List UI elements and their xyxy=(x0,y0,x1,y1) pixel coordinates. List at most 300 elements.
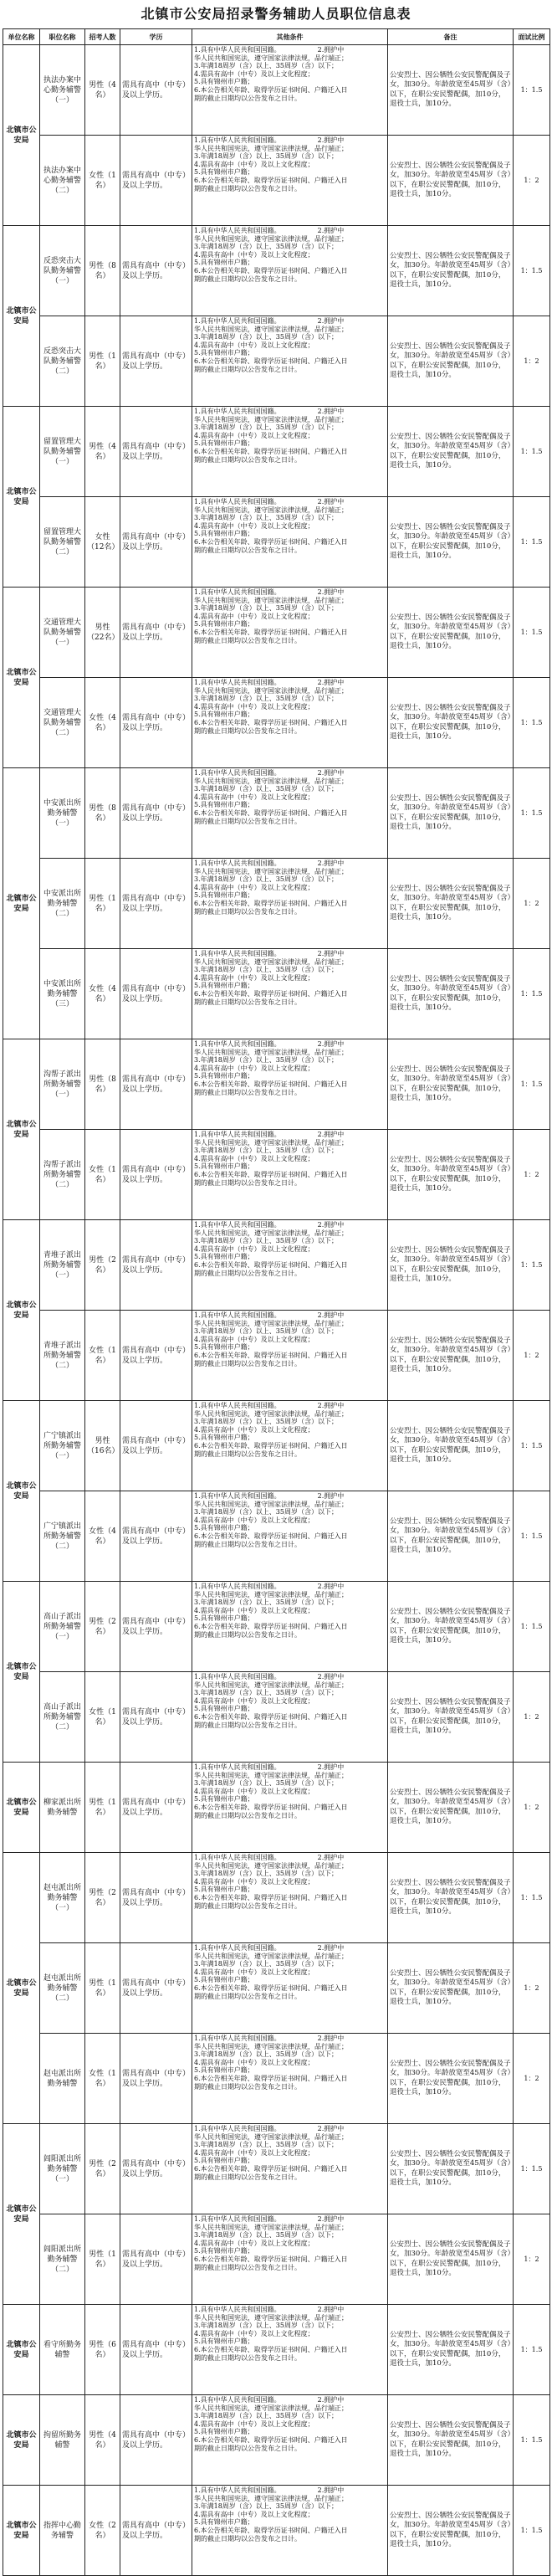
notes-cell: 公安烈士、因公牺牲公安民警配偶及子女，加30分。年龄放宽至45周岁（含）以下，在职公安民警配偶，加10分，退役士兵，加10分。 xyxy=(388,497,514,588)
condition-line: 3.年满18周岁（含）以上、35周岁（含）以下； xyxy=(194,62,338,70)
condition-line: 5.具有锦州市户籍； xyxy=(194,1343,254,1352)
condition-line: 6.本公告相关年龄、取得学历证书时间、户籍迁入日 xyxy=(194,1170,348,1178)
condition-line: 华人民共和国宪法，遵守国家法律法规，品行端正； xyxy=(194,686,348,695)
condition-line: 1.具有中华人民共和国国籍。 2.拥护中 xyxy=(194,2306,345,2313)
condition-line: 4.需具有高中（中专）及以上文化程度； xyxy=(194,2510,314,2518)
header-unit: 单位名称 xyxy=(3,29,40,45)
ratio-cell: 1：1.5 xyxy=(514,45,550,136)
count-cell: 女性（1名） xyxy=(85,1130,120,1220)
condition-line: 3.年满18周岁（含）以上、35周岁（含）以下； xyxy=(194,2412,338,2420)
condition-line: 4.需具有高中（中专）及以上文化程度； xyxy=(194,1787,314,1795)
table-row xyxy=(3,949,550,1039)
conditions-cell xyxy=(192,136,388,226)
position-table xyxy=(3,28,550,2576)
condition-line: 1.具有中华人民共和国国籍。 2.拥护中 xyxy=(194,46,345,54)
condition-line: 1.具有中华人民共和国国籍。 2.拥护中 xyxy=(194,2035,345,2042)
condition-line: 6.本公告相关年龄、取得学历证书时间、户籍迁入日 xyxy=(194,2345,348,2353)
condition-line: 6.本公告相关年龄、取得学历证书时间、户籍迁入日 xyxy=(194,2526,348,2534)
ratio-cell: 1：1.5 xyxy=(514,1401,550,1491)
education-cell: 需具有高中（中专）及以上学历。 xyxy=(120,1672,192,1763)
conditions-cell xyxy=(192,2034,388,2124)
notes-cell: 公安烈士、因公牺牲公安民警配偶及子女，加30分。年龄放宽至45周岁（含）以下，在职公安民警配偶，加10分，退役士兵，加10分。 xyxy=(388,316,514,407)
conditions-cell xyxy=(192,1130,388,1220)
notes-cell: 公安烈士、因公牺牲公安民警配偶及子女，加30分。年龄放宽至45周岁（含）以下，在职公安民警配偶，加10分，退役士兵，加10分。 xyxy=(388,2305,514,2395)
ratio-cell: 1：1.5 xyxy=(514,2395,550,2486)
condition-line: 华人民共和国宪法，遵守国家法律法规，品行端正； xyxy=(194,1952,348,1960)
position-cell: 青堆子派出所勤务辅警（一） xyxy=(40,1220,85,1311)
table-row xyxy=(3,678,550,768)
conditions-cell xyxy=(192,226,388,316)
education-cell: 需具有高中（中专）及以上学历。 xyxy=(120,1943,192,2034)
condition-line: 6.本公告相关年龄、取得学历证书时间、户籍迁入日 xyxy=(194,899,348,907)
condition-line: 4.需具有高中（中专）及以上文化程度； xyxy=(194,431,314,439)
notes-cell: 公安烈士、因公牺牲公安民警配偶及子女，加30分。年龄放宽至45周岁（含）以下，在职公安民警配偶，加10分，退役士兵，加10分。 xyxy=(388,1220,514,1311)
condition-line: 6.本公告相关年龄、取得学历证书时间、户籍迁入日 xyxy=(194,537,348,546)
condition-line: 5.具有锦州市户籍； xyxy=(194,349,254,357)
count-cell: 男性（8名） xyxy=(85,226,120,316)
condition-line: 3.年满18周岁（含）以上、35周岁（含）以下； xyxy=(194,1327,338,1336)
header-position: 职位名称 xyxy=(40,29,85,45)
condition-line: 1.具有中华人民共和国国籍。 2.拥护中 xyxy=(194,1944,345,1952)
condition-line: 6.本公告相关年龄、取得学历证书时间、户籍迁入日 xyxy=(194,1622,348,1630)
education-cell: 需具有高中（中专）及以上学历。 xyxy=(120,1130,192,1220)
ratio-cell: 1：2 xyxy=(514,859,550,949)
condition-line: 期的截止日期均以公告发布之日计。 xyxy=(194,2353,301,2362)
unit-cell: 北镇市公安局 xyxy=(3,226,40,407)
table-row xyxy=(3,1491,550,1582)
ratio-cell: 1：1.5 xyxy=(514,1582,550,1672)
unit-cell: 北镇市公安局 xyxy=(3,1582,40,1763)
condition-line: 6.本公告相关年龄、取得学历证书时间、户籍迁入日 xyxy=(194,1532,348,1540)
table-row xyxy=(3,859,550,949)
condition-line: 1.具有中华人民共和国国籍。 2.拥护中 xyxy=(194,227,345,234)
notes-cell: 公安烈士、因公牺牲公安民警配偶及子女，加30分。年龄放宽至45周岁（含）以下，在职公安民警配偶，加10分，退役士兵，加10分。 xyxy=(388,1853,514,1943)
condition-line: 5.具有锦州市户籍； xyxy=(194,1705,254,1713)
ratio-cell: 1：2 xyxy=(514,2214,550,2305)
condition-line: 期的截止日期均以公告发布之日计。 xyxy=(194,184,301,192)
count-cell: 男性（2名） xyxy=(85,1220,120,1311)
education-cell: 需具有高中（中专）及以上学历。 xyxy=(120,1401,192,1491)
table-header xyxy=(3,29,550,45)
condition-line: 期的截止日期均以公告发布之日计。 xyxy=(194,1540,301,1548)
condition-line: 期的截止日期均以公告发布之日计。 xyxy=(194,2082,301,2091)
notes-cell: 公安烈士、因公牺牲公安民警配偶及子女，加30分。年龄放宽至45周岁（含）以下，在职公安民警配偶，加10分，退役士兵，加10分。 xyxy=(388,2124,514,2214)
condition-line: 4.需具有高中（中专）及以上文化程度； xyxy=(194,1064,314,1072)
condition-line: 5.具有锦州市户籍； xyxy=(194,168,254,177)
condition-line: 3.年满18周岁（含）以上、35周岁（含）以下； xyxy=(194,604,338,613)
unit-cell: 北镇市公安局 xyxy=(3,1853,40,2124)
condition-line: 4.需具有高中（中专）及以上文化程度； xyxy=(194,973,314,982)
table-row xyxy=(3,2395,550,2486)
position-cell: 高山子派出所勤务辅警（一） xyxy=(40,1582,85,1672)
position-cell: 赵屯派出所勤务辅警（一） xyxy=(40,1853,85,1943)
ratio-cell: 1：2 xyxy=(514,316,550,407)
count-cell: 女性（1名） xyxy=(85,2034,120,2124)
education-cell: 需具有高中（中专）及以上学历。 xyxy=(120,1853,192,1943)
condition-line: 3.年满18周岁（含）以上、35周岁（含）以下； xyxy=(194,1779,338,1788)
condition-line: 5.具有锦州市户籍； xyxy=(194,1976,254,1984)
condition-line: 1.具有中华人民共和国国籍。 2.拥护中 xyxy=(194,136,345,144)
notes-cell: 公安烈士、因公牺牲公安民警配偶及子女，加30分。年龄放宽至45周岁（含）以下，在职公安民警配偶，加10分，退役士兵，加10分。 xyxy=(388,1582,514,1672)
notes-cell: 公安烈士、因公牺牲公安民警配偶及子女，加30分。年龄放宽至45周岁（含）以下，在职公安民警配偶，加10分，退役士兵，加10分。 xyxy=(388,859,514,949)
condition-line: 期的截止日期均以公告发布之日计。 xyxy=(194,94,301,102)
count-cell: 女性（12名） xyxy=(85,497,120,588)
condition-line: 1.具有中华人民共和国国籍。 2.拥护中 xyxy=(194,950,345,957)
position-cell: 中安派出所勤务辅警（一） xyxy=(40,768,85,859)
count-cell: 男性（4名） xyxy=(85,2395,120,2486)
count-cell: 男性（1名） xyxy=(85,316,120,407)
conditions-cell xyxy=(192,407,388,497)
condition-line: 4.需具有高中（中专）及以上文化程度； xyxy=(194,2148,314,2157)
condition-line: 1.具有中华人民共和国国籍。 2.拥护中 xyxy=(194,1583,345,1590)
position-cell: 执法办案中心勤务辅警（二） xyxy=(40,136,85,226)
condition-line: 华人民共和国宪法，遵守国家法律法规，品行端正； xyxy=(194,2313,348,2322)
count-cell: 男性（2名） xyxy=(85,2124,120,2214)
ratio-cell: 1：1.5 xyxy=(514,1491,550,1582)
table-row xyxy=(3,588,550,678)
condition-line: 1.具有中华人民共和国国籍。 2.拥护中 xyxy=(194,2125,345,2132)
condition-line: 5.具有锦州市户籍； xyxy=(194,891,254,900)
unit-cell: 北镇市公安局 xyxy=(3,1401,40,1582)
condition-line: 3.年满18周岁（含）以上、35周岁（含）以下； xyxy=(194,966,338,974)
notes-cell: 公安烈士、因公牺牲公安民警配偶及子女，加30分。年龄放宽至45周岁（含）以下，在职公安民警配偶，加10分，退役士兵，加10分。 xyxy=(388,768,514,859)
condition-line: 4.需具有高中（中专）及以上文化程度； xyxy=(194,1154,314,1162)
count-cell: 男性（16名） xyxy=(85,1401,120,1491)
table-row xyxy=(3,407,550,497)
condition-line: 1.具有中华人民共和国国籍。 2.拥护中 xyxy=(194,1040,345,1048)
education-cell: 需具有高中（中专）及以上学历。 xyxy=(120,407,192,497)
condition-line: 4.需具有高中（中专）及以上文化程度； xyxy=(194,2239,314,2247)
condition-line: 1.具有中华人民共和国国籍。 2.拥护中 xyxy=(194,2486,345,2494)
conditions-cell xyxy=(192,1220,388,1311)
condition-line: 6.本公告相关年龄、取得学历证书时间、户籍迁入日 xyxy=(194,2255,348,2263)
condition-line: 期的截止日期均以公告发布之日计。 xyxy=(194,1088,301,1096)
education-cell: 需具有高中（中专）及以上学历。 xyxy=(120,949,192,1039)
position-cell: 中安派出所勤务辅警（三） xyxy=(40,949,85,1039)
position-cell: 交通管理大队勤务辅警（一） xyxy=(40,588,85,678)
count-cell: 男性（1名） xyxy=(85,1943,120,2034)
condition-line: 6.本公告相关年龄、取得学历证书时间、户籍迁入日 xyxy=(194,1080,348,1088)
condition-line: 4.需具有高中（中专）及以上文化程度； xyxy=(194,1968,314,1976)
conditions-cell xyxy=(192,678,388,768)
condition-line: 期的截止日期均以公告发布之日计。 xyxy=(194,1450,301,1458)
condition-line: 华人民共和国宪法，遵守国家法律法规，品行端正； xyxy=(194,1409,348,1418)
condition-line: 4.需具有高中（中专）及以上文化程度； xyxy=(194,612,314,620)
condition-line: 4.需具有高中（中专）及以上文化程度； xyxy=(194,2419,314,2428)
condition-line: 1.具有中华人民共和国国籍。 2.拥护中 xyxy=(194,860,345,867)
ratio-cell: 1：1.5 xyxy=(514,226,550,316)
conditions-cell xyxy=(192,316,388,407)
condition-line: 5.具有锦州市户籍； xyxy=(194,1886,254,1894)
position-cell: 广宁镇派出所勤务辅警（二） xyxy=(40,1491,85,1582)
condition-line: 期的截止日期均以公告发布之日计。 xyxy=(194,636,301,644)
education-cell: 需具有高中（中专）及以上学历。 xyxy=(120,1491,192,1582)
table-row xyxy=(3,497,550,588)
ratio-cell: 1：1.5 xyxy=(514,1853,550,1943)
ratio-cell: 1：1.5 xyxy=(514,2305,550,2395)
condition-line: 1.具有中华人民共和国国籍。 2.拥护中 xyxy=(194,1854,345,1861)
position-cell: 拘留所勤务辅警 xyxy=(40,2395,85,2486)
condition-line: 4.需具有高中（中专）及以上文化程度； xyxy=(194,1425,314,1434)
education-cell: 需具有高中（中专）及以上学历。 xyxy=(120,768,192,859)
condition-line: 3.年满18周岁（含）以上、35周岁（含）以下； xyxy=(194,1870,338,1878)
education-cell: 需具有高中（中专）及以上学历。 xyxy=(120,1220,192,1311)
condition-line: 3.年满18周岁（含）以上、35周岁（含）以下； xyxy=(194,2050,338,2059)
ratio-cell: 1：1.5 xyxy=(514,407,550,497)
condition-line: 1.具有中华人民共和国国籍。 2.拥护中 xyxy=(194,2215,345,2223)
education-cell: 需具有高中（中专）及以上学历。 xyxy=(120,588,192,678)
condition-line: 3.年满18周岁（含）以上、35周岁（含）以下； xyxy=(194,1147,338,1155)
condition-line: 华人民共和国宪法，遵守国家法律法规，品行端正； xyxy=(194,777,348,785)
conditions-cell xyxy=(192,859,388,949)
position-cell: 柳家派出所勤务辅警 xyxy=(40,1763,85,1853)
table-row xyxy=(3,2214,550,2305)
condition-line: 期的截止日期均以公告发布之日计。 xyxy=(194,2263,301,2271)
position-cell: 广宁镇派出所勤务辅警（一） xyxy=(40,1401,85,1491)
count-cell: 男性（8名） xyxy=(85,1039,120,1130)
condition-line: 3.年满18周岁（含）以上、35周岁（含）以下； xyxy=(194,514,338,522)
ratio-cell: 1：1.5 xyxy=(514,588,550,678)
notes-cell: 公安烈士、因公牺牲公安民警配偶及子女，加30分。年龄放宽至45周岁（含）以下，在职公安民警配偶，加10分，退役士兵，加10分。 xyxy=(388,1672,514,1763)
condition-line: 期的截止日期均以公告发布之日计。 xyxy=(194,998,301,1006)
condition-line: 5.具有锦州市户籍； xyxy=(194,2518,254,2527)
condition-line: 5.具有锦州市户籍； xyxy=(194,2066,254,2075)
header-education: 学历 xyxy=(120,29,192,45)
count-cell: 男性（2名） xyxy=(85,1853,120,1943)
condition-line: 期的截止日期均以公告发布之日计。 xyxy=(194,1178,301,1187)
count-cell: 女性（4名） xyxy=(85,1491,120,1582)
notes-cell: 公安烈士、因公牺牲公安民警配偶及子女，加30分。年龄放宽至45周岁（含）以下，在职公安民警配偶，加10分，退役士兵，加10分。 xyxy=(388,45,514,136)
education-cell: 需具有高中（中专）及以上学历。 xyxy=(120,2214,192,2305)
condition-line: 3.年满18周岁（含）以上、35周岁（含）以下； xyxy=(194,1056,338,1065)
ratio-cell: 1：2 xyxy=(514,136,550,226)
condition-line: 5.具有锦州市户籍； xyxy=(194,2157,254,2165)
condition-line: 华人民共和国宪法，遵守国家法律法规，品行端正； xyxy=(194,234,348,243)
education-cell: 需具有高中（中专）及以上学历。 xyxy=(120,45,192,136)
condition-line: 3.年满18周岁（含）以上、35周岁（含）以下； xyxy=(194,1598,338,1607)
condition-line: 5.具有锦州市户籍； xyxy=(194,259,254,267)
position-cell: 赵屯派出所勤务辅警（二） xyxy=(40,1943,85,2034)
unit-cell: 北镇市公安局 xyxy=(3,2305,40,2395)
condition-line: 5.具有锦州市户籍； xyxy=(194,2337,254,2346)
notes-cell: 公安烈士、因公牺牲公安民警配偶及子女，加30分。年龄放宽至45周岁（含）以下，在职公安民警配偶，加10分，退役士兵，加10分。 xyxy=(388,2395,514,2486)
condition-line: 期的截止日期均以公告发布之日计。 xyxy=(194,1992,301,2000)
conditions-cell xyxy=(192,1401,388,1491)
condition-line: 华人民共和国宪法，遵守国家法律法规，品行端正； xyxy=(194,2494,348,2502)
condition-line: 5.具有锦州市户籍； xyxy=(194,1524,254,1532)
condition-line: 6.本公告相关年龄、取得学历证书时间、户籍迁入日 xyxy=(194,1260,348,1269)
conditions-cell xyxy=(192,45,388,136)
condition-line: 5.具有锦州市户籍； xyxy=(194,78,254,86)
condition-line: 1.具有中华人民共和国国籍。 2.拥护中 xyxy=(194,1402,345,1409)
unit-cell: 北镇市公安局 xyxy=(3,45,40,226)
count-cell: 女性（2名） xyxy=(85,2486,120,2576)
ratio-cell: 1：1.5 xyxy=(514,678,550,768)
condition-line: 5.具有锦州市户籍； xyxy=(194,620,254,629)
position-cell: 看守所勤务辅警 xyxy=(40,2305,85,2395)
count-cell: 男性（1名） xyxy=(85,2214,120,2305)
condition-line: 5.具有锦州市户籍； xyxy=(194,1614,254,1623)
condition-line: 4.需具有高中（中专）及以上文化程度； xyxy=(194,160,314,168)
notes-cell: 公安烈士、因公牺牲公安民警配偶及子女，加30分。年龄放宽至45周岁（含）以下，在职公安民警配偶，加10分，退役士兵，加10分。 xyxy=(388,949,514,1039)
condition-line: 3.年满18周岁（含）以上、35周岁（含）以下； xyxy=(194,875,338,884)
condition-line: 4.需具有高中（中专）及以上文化程度； xyxy=(194,1877,314,1886)
condition-line: 3.年满18周岁（含）以上、35周岁（含）以下； xyxy=(194,2141,338,2149)
education-cell: 需具有高中（中专）及以上学历。 xyxy=(120,316,192,407)
condition-line: 4.需具有高中（中专）及以上文化程度； xyxy=(194,1606,314,1614)
ratio-cell: 1：2 xyxy=(514,1763,550,1853)
condition-line: 3.年满18周岁（含）以上、35周岁（含）以下； xyxy=(194,423,338,432)
conditions-cell xyxy=(192,1311,388,1401)
condition-line: 3.年满18周岁（含）以上、35周岁（含）以下； xyxy=(194,1508,338,1516)
table-row xyxy=(3,1672,550,1763)
ratio-cell: 1：1.5 xyxy=(514,1039,550,1130)
count-cell: 男性（4名） xyxy=(85,407,120,497)
page-title: 北镇市公安局招录警务辅助人员职位信息表 xyxy=(141,6,411,22)
condition-line: 6.本公告相关年龄、取得学历证书时间、户籍迁入日 xyxy=(194,1441,348,1450)
unit-cell: 北镇市公安局 xyxy=(3,768,40,1039)
condition-line: 1.具有中华人民共和国国籍。 2.拥护中 xyxy=(194,1221,345,1229)
table-row xyxy=(3,2305,550,2395)
education-cell: 需具有高中（中专）及以上学历。 xyxy=(120,497,192,588)
table-row xyxy=(3,1311,550,1401)
table-row xyxy=(3,226,550,316)
count-cell: 女性（1名） xyxy=(85,1311,120,1401)
position-cell: 赵屯派出所勤务辅警 xyxy=(40,2034,85,2124)
condition-line: 期的截止日期均以公告发布之日计。 xyxy=(194,365,301,373)
table-row xyxy=(3,1943,550,2034)
condition-line: 1.具有中华人民共和国国籍。 2.拥护中 xyxy=(194,317,345,325)
condition-line: 3.年满18周岁（含）以上、35周岁（含）以下； xyxy=(194,1237,338,1245)
ratio-cell: 1：2 xyxy=(514,2034,550,2124)
condition-line: 6.本公告相关年龄、取得学历证书时间、户籍迁入日 xyxy=(194,808,348,817)
education-cell: 需具有高中（中专）及以上学历。 xyxy=(120,859,192,949)
condition-line: 华人民共和国宪法，遵守国家法律法规，品行端正； xyxy=(194,2404,348,2412)
conditions-cell xyxy=(192,949,388,1039)
education-cell: 需具有高中（中专）及以上学历。 xyxy=(120,2034,192,2124)
count-cell: 女性（4名） xyxy=(85,949,120,1039)
ratio-cell: 1：1.5 xyxy=(514,949,550,1039)
header-conditions: 其他条件 xyxy=(192,29,388,45)
table-row xyxy=(3,1039,550,1130)
condition-line: 5.具有锦州市户籍； xyxy=(194,1162,254,1171)
condition-line: 3.年满18周岁（含）以上、35周岁（含）以下； xyxy=(194,333,338,341)
condition-line: 期的截止日期均以公告发布之日计。 xyxy=(194,455,301,464)
condition-line: 4.需具有高中（中专）及以上文化程度； xyxy=(194,521,314,530)
header-count: 招考人数 xyxy=(85,29,120,45)
unit-cell: 北镇市公安局 xyxy=(3,1220,40,1401)
condition-line: 6.本公告相关年龄、取得学历证书时间、户籍迁入日 xyxy=(194,989,348,998)
condition-line: 华人民共和国宪法，遵守国家法律法规，品行端正； xyxy=(194,1229,348,1237)
condition-line: 6.本公告相关年龄、取得学历证书时间、户籍迁入日 xyxy=(194,266,348,275)
condition-line: 华人民共和国宪法，遵守国家法律法规，品行端正； xyxy=(194,867,348,875)
conditions-cell xyxy=(192,768,388,859)
condition-line: 期的截止日期均以公告发布之日计。 xyxy=(194,2444,301,2452)
conditions-cell xyxy=(192,1853,388,1943)
conditions-cell xyxy=(192,1039,388,1130)
ratio-cell: 1：1.5 xyxy=(514,768,550,859)
condition-line: 6.本公告相关年龄、取得学历证书时间、户籍迁入日 xyxy=(194,357,348,365)
condition-line: 6.本公告相关年龄、取得学历证书时间、户籍迁入日 xyxy=(194,2074,348,2082)
notes-cell: 公安烈士、因公牺牲公安民警配偶及子女，加30分。年龄放宽至45周岁（含）以下，在职公安民警配偶，加10分，退役士兵，加10分。 xyxy=(388,1401,514,1491)
condition-line: 期的截止日期均以公告发布之日计。 xyxy=(194,275,301,283)
education-cell: 需具有高中（中专）及以上学历。 xyxy=(120,2305,192,2395)
notes-cell: 公安烈士、因公牺牲公安民警配偶及子女，加30分。年龄放宽至45周岁（含）以下，在职公安民警配偶，加10分，退役士兵，加10分。 xyxy=(388,407,514,497)
condition-line: 华人民共和国宪法，遵守国家法律法规，品行端正； xyxy=(194,957,348,966)
condition-line: 期的截止日期均以公告发布之日计。 xyxy=(194,1630,301,1639)
condition-line: 4.需具有高中（中专）及以上文化程度； xyxy=(194,1516,314,1524)
notes-cell: 公安烈士、因公牺牲公安民警配偶及子女，加30分。年龄放宽至45周岁（含）以下，在职公安民警配偶，加10分，退役士兵，加10分。 xyxy=(388,2486,514,2576)
unit-cell: 北镇市公安局 xyxy=(3,1763,40,1853)
condition-line: 3.年满18周岁（含）以上、35周岁（含）以下； xyxy=(194,1689,338,1697)
condition-line: 3.年满18周岁（含）以上、35周岁（含）以下； xyxy=(194,785,338,793)
count-cell: 男性（1名） xyxy=(85,859,120,949)
condition-line: 1.具有中华人民共和国国籍。 2.拥护中 xyxy=(194,1492,345,1500)
table-row xyxy=(3,45,550,136)
condition-line: 1.具有中华人民共和国国籍。 2.拥护中 xyxy=(194,498,345,505)
condition-line: 4.需具有高中（中专）及以上文化程度； xyxy=(194,1244,314,1253)
education-cell: 需具有高中（中专）及以上学历。 xyxy=(120,1763,192,1853)
unit-cell: 北镇市公安局 xyxy=(3,407,40,588)
count-cell: 男性（8名） xyxy=(85,768,120,859)
condition-line: 6.本公告相关年龄、取得学历证书时间、户籍迁入日 xyxy=(194,1803,348,1811)
condition-line: 4.需具有高中（中专）及以上文化程度； xyxy=(194,702,314,711)
condition-line: 4.需具有高中（中专）及以上文化程度； xyxy=(194,1335,314,1343)
table-row xyxy=(3,1401,550,1491)
conditions-cell xyxy=(192,2124,388,2214)
count-cell: 男性（6名） xyxy=(85,2305,120,2395)
position-cell: 交通管理大队勤务辅警（二） xyxy=(40,678,85,768)
notes-cell: 公安烈士、因公牺牲公安民警配偶及子女，加30分。年龄放宽至45周岁（含）以下，在职公安民警配偶，加10分，退役士兵，加10分。 xyxy=(388,678,514,768)
conditions-cell xyxy=(192,2395,388,2486)
condition-line: 期的截止日期均以公告发布之日计。 xyxy=(194,1721,301,1729)
position-cell: 高山子派出所勤务辅警（二） xyxy=(40,1672,85,1763)
unit-cell: 北镇市公安局 xyxy=(3,1039,40,1220)
condition-line: 华人民共和国宪法，遵守国家法律法规，品行端正； xyxy=(194,1500,348,1508)
table-row xyxy=(3,2124,550,2214)
condition-line: 6.本公告相关年龄、取得学历证书时间、户籍迁入日 xyxy=(194,1893,348,1901)
condition-line: 期的截止日期均以公告发布之日计。 xyxy=(194,726,301,735)
conditions-cell xyxy=(192,2305,388,2395)
condition-line: 期的截止日期均以公告发布之日计。 xyxy=(194,546,301,554)
condition-line: 华人民共和国宪法，遵守国家法律法规，品行端正； xyxy=(194,1319,348,1327)
position-cell: 留置管理大队勤务辅警（二） xyxy=(40,497,85,588)
position-cell: 沟帮子派出所勤务辅警（一） xyxy=(40,1039,85,1130)
table-row xyxy=(3,2034,550,2124)
condition-line: 华人民共和国宪法，遵守国家法律法规，品行端正； xyxy=(194,1138,348,1147)
condition-line: 1.具有中华人民共和国国籍。 2.拥护中 xyxy=(194,1311,345,1319)
ratio-cell: 1：1.5 xyxy=(514,2486,550,2576)
unit-cell: 北镇市公安局 xyxy=(3,2486,40,2576)
count-cell: 男性（2名） xyxy=(85,1582,120,1672)
notes-cell: 公安烈士、因公牺牲公安民警配偶及子女，加30分。年龄放宽至45周岁（含）以下，在职公安民警配偶，加10分，退役士兵，加10分。 xyxy=(388,2034,514,2124)
table-row xyxy=(3,1220,550,1311)
condition-line: 3.年满18周岁（含）以上、35周岁（含）以下； xyxy=(194,2322,338,2330)
condition-line: 华人民共和国宪法，遵守国家法律法规，品行端正； xyxy=(194,325,348,333)
position-cell: 闾阳派出所勤务辅警（一） xyxy=(40,2124,85,2214)
condition-line: 5.具有锦州市户籍； xyxy=(194,1253,254,1261)
ratio-cell: 1：1.5 xyxy=(514,1220,550,1311)
condition-line: 3.年满18周岁（含）以上、35周岁（含）以下； xyxy=(194,243,338,251)
condition-line: 1.具有中华人民共和国国籍。 2.拥护中 xyxy=(194,408,345,415)
notes-cell: 公安烈士、因公牺牲公安民警配偶及子女，加30分。年龄放宽至45周岁（含）以下，在职公安民警配偶，加10分，退役士兵，加10分。 xyxy=(388,1311,514,1401)
condition-line: 4.需具有高中（中专）及以上文化程度； xyxy=(194,2329,314,2337)
condition-line: 5.具有锦州市户籍； xyxy=(194,1795,254,1804)
condition-line: 5.具有锦州市户籍； xyxy=(194,801,254,809)
education-cell: 需具有高中（中专）及以上学历。 xyxy=(120,1582,192,1672)
notes-cell: 公安烈士、因公牺牲公安民警配偶及子女，加30分。年龄放宽至45周岁（含）以下，在职公安民警配偶，加10分，退役士兵，加10分。 xyxy=(388,1130,514,1220)
conditions-cell xyxy=(192,2486,388,2576)
